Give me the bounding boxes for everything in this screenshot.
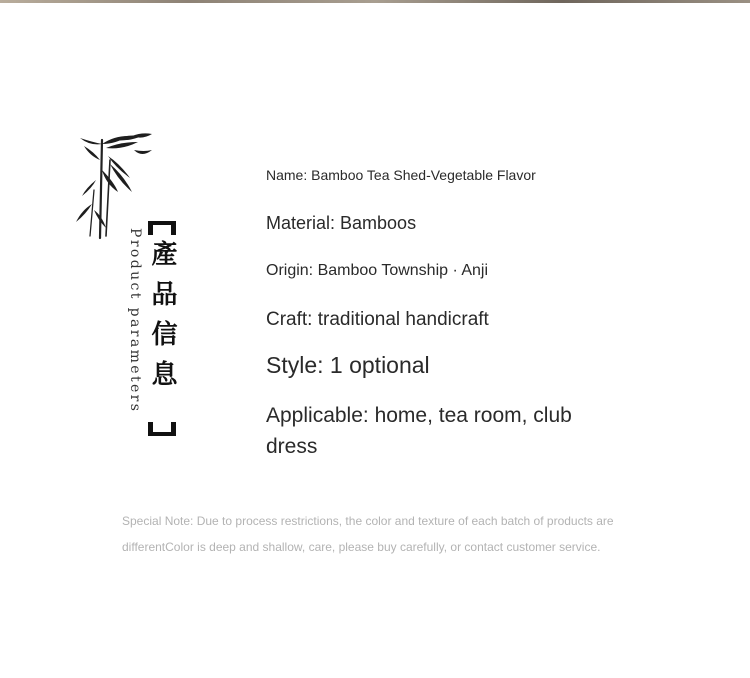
special-note: Special Note: Due to process restrictions, the color and texture of each batch of products are differentColor is deep and shallow, care, please buy carefully, or contact customer service. bbox=[122, 514, 614, 554]
section-title-en: Product parameters bbox=[127, 228, 143, 414]
param-craft: Craft: traditional handicraft bbox=[266, 309, 489, 330]
top-banner-strip bbox=[0, 0, 750, 3]
title-bracket-bottom bbox=[146, 422, 178, 436]
param-style: Style: 1 optional bbox=[266, 352, 430, 378]
param-origin: Origin: Bamboo Township · Anji bbox=[266, 262, 489, 279]
param-applicable: Applicable: home, tea room, club dress bbox=[266, 404, 572, 458]
title-bracket-top bbox=[146, 221, 178, 235]
param-name: Name: Bamboo Tea Shed-Vegetable Flavor bbox=[266, 167, 536, 183]
section-title-cn: 產品信息 bbox=[147, 240, 177, 400]
param-material: Material: Bamboos bbox=[266, 213, 417, 233]
